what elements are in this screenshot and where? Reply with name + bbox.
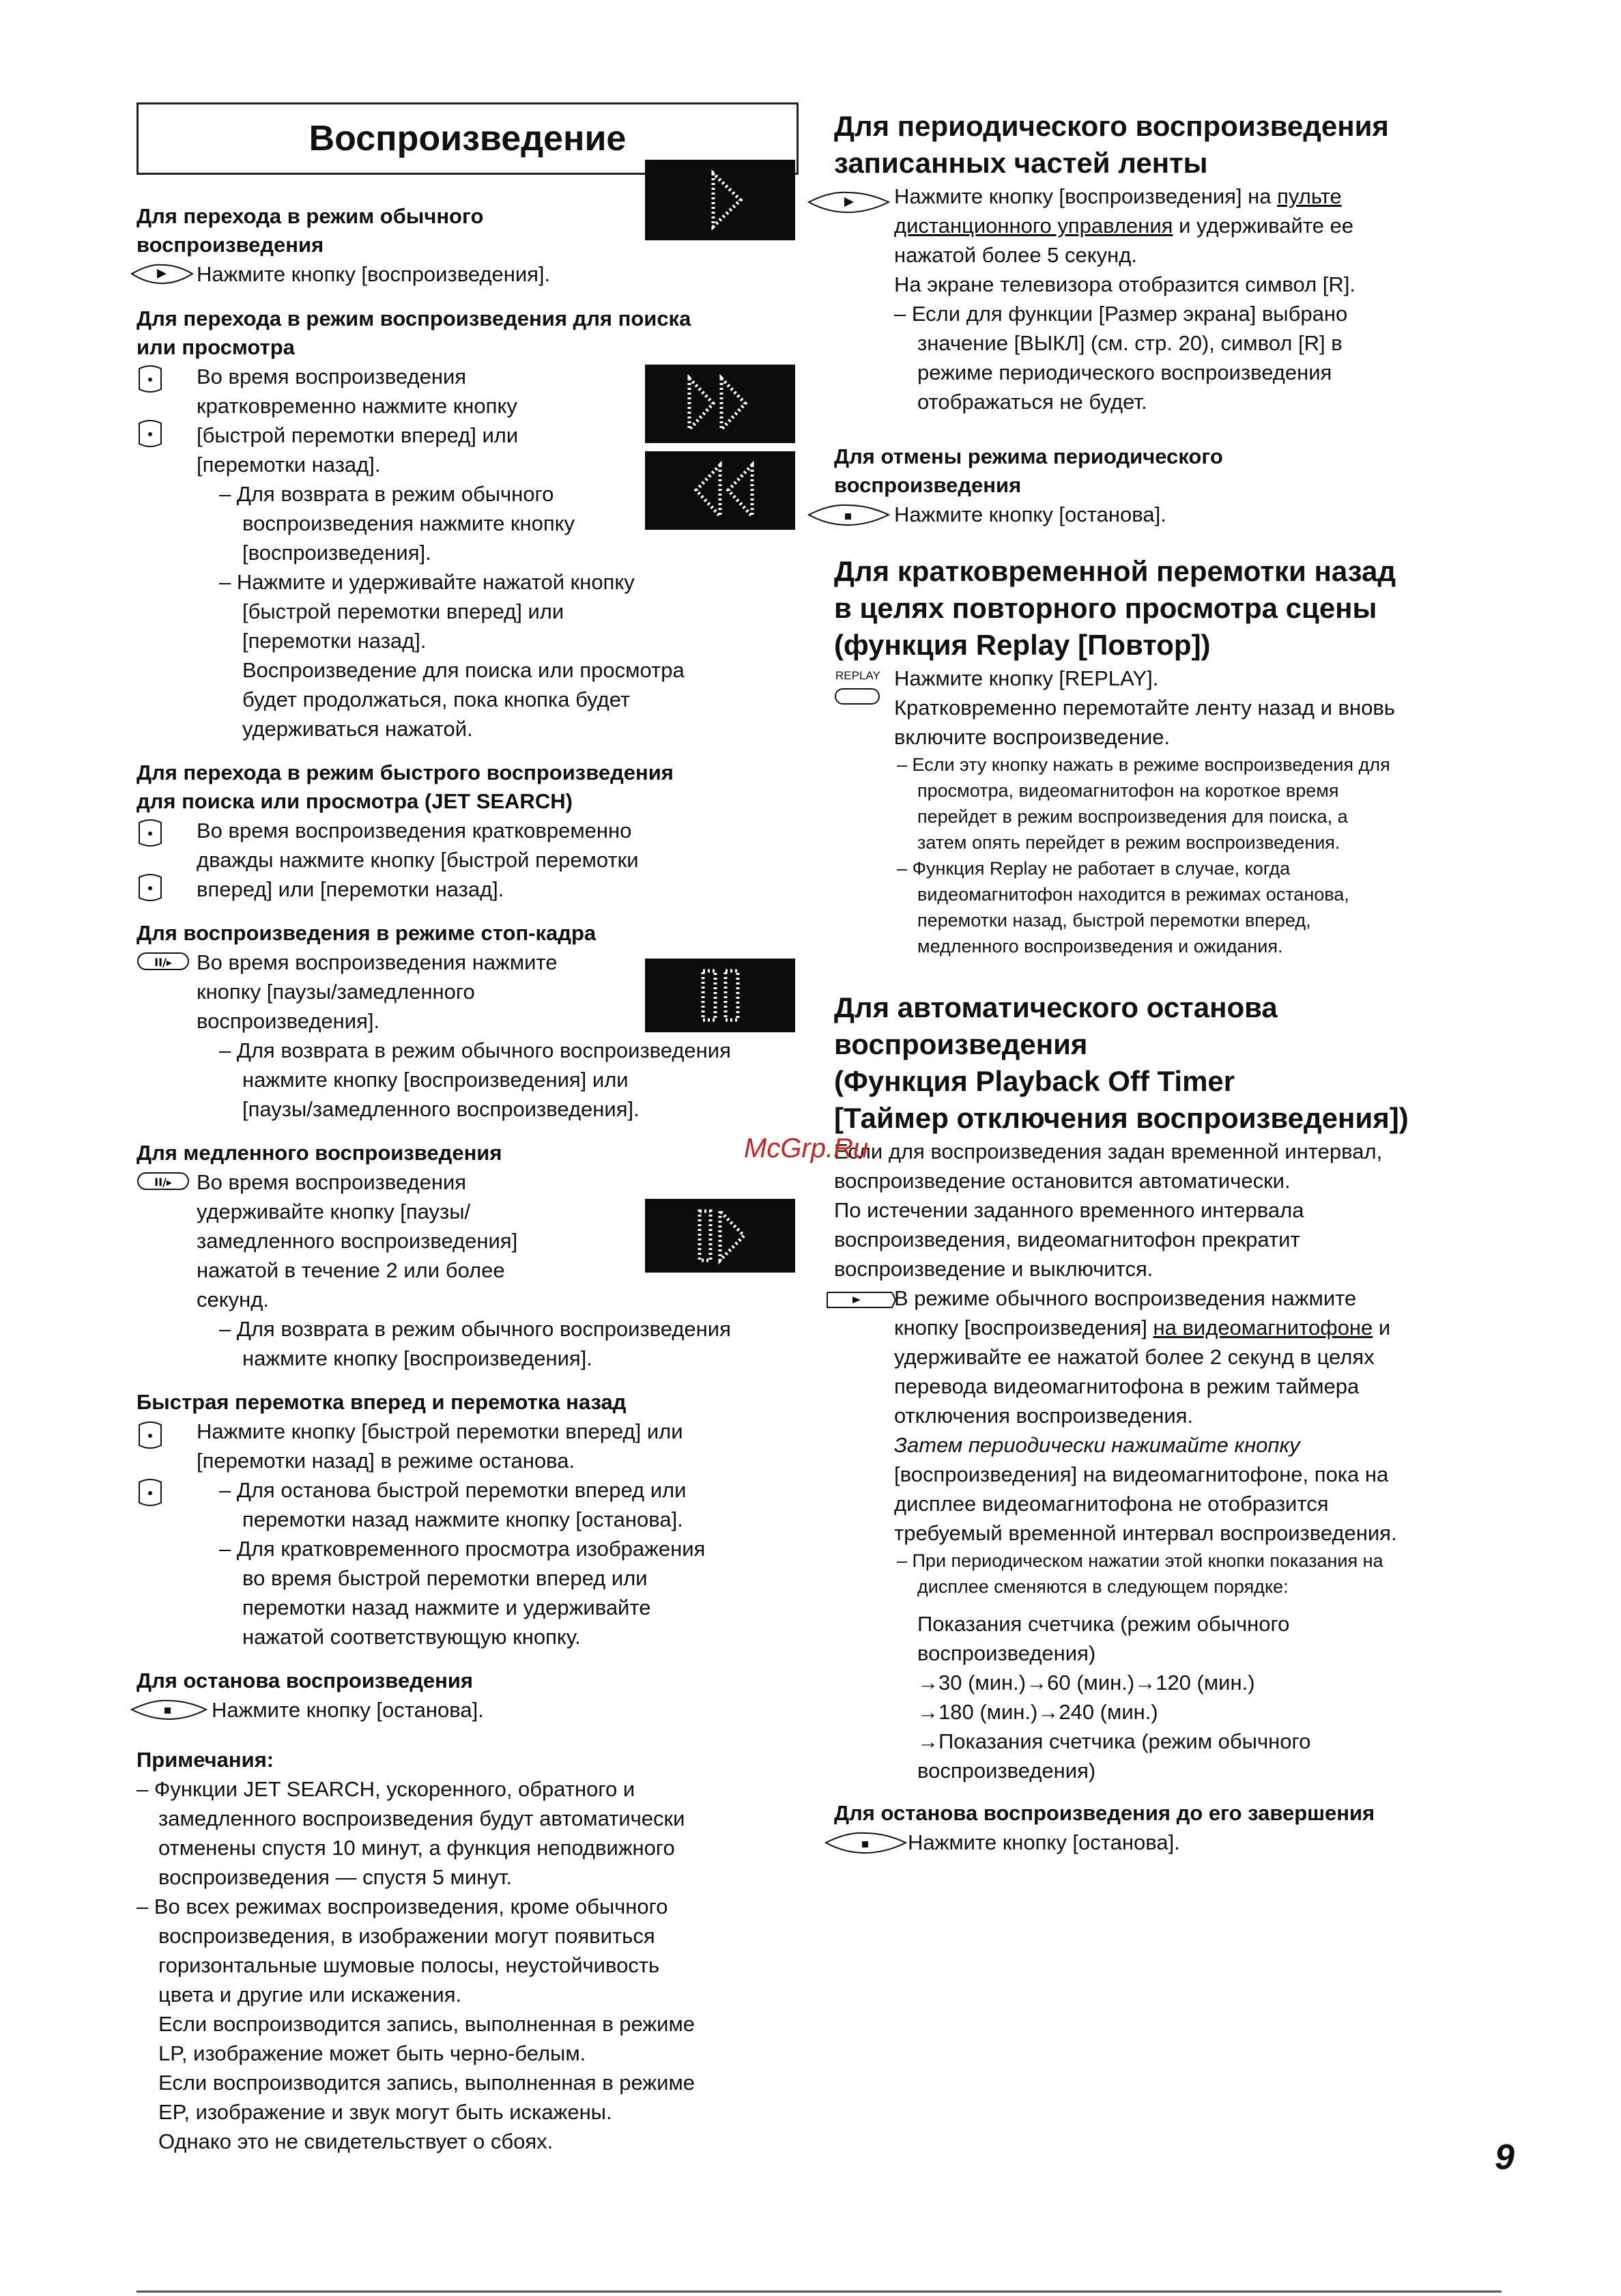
text: перемотки назад, быстрой перемотки вперед,: [917, 910, 1311, 931]
replay-label: REPLAY: [835, 669, 880, 682]
text: вперед] или [перемотки назад].: [197, 877, 504, 901]
vcr-play-button-icon: [824, 1288, 899, 1312]
left-column: [137, 102, 799, 2156]
section-cancel-repeat: [834, 442, 1517, 530]
text: воспроизведения): [917, 1759, 1096, 1783]
heading: (Функция Playback Off Timer: [834, 1065, 1235, 1097]
text: значение [ВЫКЛ] (см. стр. 20), символ [R] в: [917, 331, 1343, 355]
text: перейдет в режим воспроизведения для поиска, а: [917, 806, 1348, 827]
forward-button-icon: [137, 363, 164, 396]
heading: [Таймер отключения воспроизведения]): [834, 1102, 1409, 1134]
text: По истечении заданного временного интервала: [834, 1198, 1304, 1222]
note: LP, изображение может быть черно-белым.: [158, 2041, 586, 2065]
text: – Нажмите и удерживайте нажатой кнопку: [219, 570, 635, 594]
text: Во время воспроизведения: [197, 365, 467, 388]
text: – Для останова быстрой перемотки вперед или: [219, 1478, 687, 1502]
heading: записанных частей ленты: [834, 147, 1208, 179]
text: – Функция Replay не работает в случае, когда: [897, 858, 1291, 879]
text: затем опять перейдет в режим воспроизведения.: [917, 832, 1340, 853]
text: [834, 182, 1517, 211]
heading: Для периодического воспроизведения: [834, 110, 1389, 142]
note: отменены спустя 10 минут, а функция неподвижного: [158, 1836, 675, 1860]
text: В режиме обычного воспроизведения нажмите: [894, 1286, 1357, 1310]
section-search: [137, 304, 799, 743]
text-part: кнопку [воспроизведения]: [894, 1316, 1153, 1340]
section-jet-search: [137, 759, 799, 904]
replay-button-icon: [834, 687, 882, 706]
rewind-button-icon: [137, 1477, 164, 1510]
text: – Для возврата в режим обычного: [219, 482, 554, 506]
text: перемотки назад нажмите кнопку [останова].: [242, 1507, 683, 1531]
section-normal-play: [137, 202, 799, 289]
text: [834, 1313, 1517, 1342]
forward-button-icon: [137, 817, 164, 850]
text: Показания счетчика (режим обычного: [917, 1612, 1290, 1636]
heading: Для кратковременной перемотки назад: [834, 555, 1396, 587]
text: видеомагнитофон находится в режимах останова,: [917, 884, 1349, 905]
text: отключения воспроизведения.: [894, 1404, 1194, 1428]
underlined-text: дистанционного управления: [894, 214, 1173, 238]
heading: Для воспроизведения в режиме стоп-кадра: [137, 921, 597, 945]
heading: Для останова воспроизведения до его завершения: [834, 1801, 1375, 1825]
text: – Если эту кнопку нажать в режиме воспроизведения для: [897, 754, 1390, 775]
slow-display-icon: [645, 1199, 795, 1273]
note: цвета и другие или искажения.: [158, 1983, 462, 2007]
text: →30 (мин.)→60 (мин.)→120 (мин.): [917, 1671, 1255, 1695]
heading: воспроизведения: [834, 1028, 1088, 1060]
text: во время быстрой перемотки вперед или: [242, 1566, 648, 1590]
text-part: и: [1373, 1316, 1391, 1340]
heading: Для перехода в режим обычного: [137, 204, 484, 228]
text: [834, 211, 1517, 240]
section-ff-rew: [137, 1388, 799, 1652]
heading: для поиска или просмотра (JET SEARCH): [137, 789, 573, 813]
text: нажатой соответствующую кнопку.: [242, 1625, 581, 1649]
note: – Во всех режимах воспроизведения, кроме обычного: [137, 1895, 668, 1918]
pause-slow-button-icon: [137, 951, 191, 972]
note: Однако это не свидетельствует о сбоях.: [158, 2129, 554, 2153]
heading: Для перехода в режим воспроизведения для поиска: [137, 307, 691, 330]
note: Если воспроизводится запись, выполненная в режиме: [158, 2071, 695, 2095]
heading: воспроизведения: [834, 473, 1022, 497]
forward-button-icon: [137, 1419, 164, 1452]
section-replay: [834, 553, 1517, 959]
text: нажмите кнопку [воспроизведения].: [242, 1346, 592, 1370]
notes: [137, 1746, 799, 2156]
watermark: McGrp.Ru: [744, 1133, 869, 1163]
heading: Для отмены режима периодического: [834, 444, 1223, 468]
note: Если воспроизводится запись, выполненная в режиме: [158, 2012, 695, 2036]
text: – Если для функции [Размер экрана] выбрано: [894, 302, 1348, 326]
text: кратковременно нажмите кнопку: [197, 394, 517, 418]
text: удерживайте кнопку [паузы/: [197, 1200, 471, 1223]
text: нажатой в течение 2 или более: [197, 1258, 505, 1282]
pause-display-icon: [645, 959, 795, 1032]
heading: в целях повторного просмотра сцены: [834, 592, 1377, 624]
heading: или просмотра: [137, 335, 295, 359]
notes-heading: Примечания:: [137, 1748, 274, 1772]
section-off-timer: [834, 989, 1517, 1785]
text: Во время воспроизведения нажмите: [197, 950, 558, 974]
heading: Для перехода в режим быстрого воспроизведения: [137, 761, 674, 784]
text: →180 (мин.)→240 (мин.): [917, 1700, 1158, 1724]
text: требуемый временной интервал воспроизведения.: [894, 1521, 1397, 1545]
underlined-text: пульте: [1277, 184, 1342, 208]
note: воспроизведения, в изображении могут появиться: [158, 1924, 655, 1948]
section-slow: [137, 1139, 799, 1373]
text: Нажмите кнопку [останова].: [212, 1698, 484, 1722]
text: просмотра, видеомагнитофон на короткое время: [917, 780, 1339, 801]
note: – Функции JET SEARCH, ускоренного, обратного и: [137, 1777, 635, 1801]
heading: Для автоматического останова: [834, 991, 1278, 1023]
heading: Для медленного воспроизведения: [137, 1141, 502, 1165]
note: воспроизведения — спустя 5 минут.: [158, 1865, 513, 1889]
text: [перемотки назад].: [197, 453, 381, 477]
text: воспроизведения, видеомагнитофон прекратит: [834, 1228, 1300, 1251]
page-number: 9: [1495, 2138, 1515, 2177]
text: медленного воспроизведения и ожидания.: [917, 936, 1283, 956]
underlined-text: на видеомагнитофоне: [1153, 1316, 1373, 1340]
text: замедленного воспроизведения]: [197, 1229, 518, 1253]
text: режиме периодического воспроизведения: [917, 360, 1332, 384]
text: Затем периодически нажимайте кнопку: [894, 1433, 1300, 1457]
text-part: Нажмите кнопку [воспроизведения] на: [894, 184, 1278, 208]
text: – Для возврата в режим обычного воспроизведения: [219, 1038, 731, 1062]
text: воспроизведение остановится автоматически.: [834, 1169, 1291, 1193]
heading: воспроизведения: [137, 233, 324, 257]
text: Во время воспроизведения: [197, 1170, 467, 1194]
text: [перемотки назад].: [242, 629, 427, 653]
text: воспроизведения): [917, 1641, 1096, 1665]
text: воспроизведения нажмите кнопку: [242, 511, 575, 535]
sequence: [834, 1609, 1517, 1785]
text: Воспроизведение для поиска или просмотра: [242, 658, 685, 682]
text: [перемотки назад] в режиме останова.: [197, 1449, 575, 1473]
section-still: [137, 919, 799, 1124]
fast-forward-display-icon: [645, 365, 795, 443]
text-part: и удерживайте ее: [1173, 214, 1353, 238]
text: – Для возврата в режим обычного воспроизведения: [219, 1317, 731, 1341]
stop-button-icon: [807, 502, 892, 527]
play-display-icon: [645, 160, 795, 240]
text: Если для воспроизведения задан временной интервал,: [834, 1139, 1383, 1163]
text: отображаться не будет.: [917, 390, 1147, 414]
right-column: [834, 108, 1517, 1858]
text: – Для кратковременного просмотра изображения: [219, 1537, 706, 1561]
text: Нажмите кнопку [REPLAY].: [894, 666, 1159, 690]
text: Кратковременно перемотайте ленту назад и вновь: [894, 696, 1395, 720]
heading: Быстрая перемотка вперед и перемотка назад: [137, 1390, 627, 1414]
heading: (функция Replay [Повтор]): [834, 629, 1211, 661]
play-button-icon: [130, 262, 195, 285]
text: секунд.: [197, 1288, 269, 1312]
text: дисплее видеомагнитофона не отобразится: [894, 1492, 1329, 1516]
page-title: Воспроизведение: [309, 119, 627, 158]
svg-text:II/▸: II/▸: [154, 1176, 172, 1189]
text: нажмите кнопку [воспроизведения] или: [242, 1068, 629, 1092]
text: Нажмите кнопку [быстрой перемотки вперед] или: [197, 1419, 683, 1443]
text: [быстрой перемотки вперед] или: [197, 423, 519, 447]
text: Нажмите кнопку [воспроизведения].: [197, 262, 551, 286]
heading: Для останова воспроизведения: [137, 1669, 473, 1692]
rewind-display-icon: [645, 451, 795, 530]
note: EP, изображение и звук могут быть искажены.: [158, 2100, 612, 2124]
text: удерживаться нажатой.: [242, 717, 473, 741]
text: воспроизведения].: [197, 1009, 380, 1033]
text: дисплее сменяются в следующем порядке:: [917, 1576, 1289, 1597]
text: дважды нажмите кнопку [быстрой перемотки: [197, 848, 639, 872]
rewind-button-icon: [137, 872, 164, 905]
text: [быстрой перемотки вперед] или: [242, 599, 564, 623]
note: горизонтальные шумовые полосы, неустойчивость: [158, 1953, 660, 1977]
play-button-icon: [807, 190, 892, 214]
text: [воспроизведения].: [242, 541, 431, 565]
text: кнопку [паузы/замедленного: [197, 980, 475, 1004]
text: воспроизведение и выключится.: [834, 1257, 1153, 1281]
note: замедленного воспроизведения будут автоматически: [158, 1806, 685, 1830]
text: удерживайте ее нажатой более 2 секунд в целях: [894, 1345, 1375, 1369]
text: На экране телевизора отобразится символ [R].: [894, 272, 1356, 296]
rewind-button-icon: [137, 418, 164, 451]
pause-slow-button-icon: [137, 1171, 191, 1191]
text: Нажмите кнопку [останова].: [908, 1830, 1180, 1854]
stop-button-icon: [824, 1830, 909, 1855]
text: – При периодическом нажатии этой кнопки показания на: [897, 1550, 1383, 1571]
stop-button-icon: [130, 1698, 208, 1721]
text: перемотки назад нажмите и удерживайте: [242, 1596, 651, 1619]
text: [воспроизведения] на видеомагнитофоне, пока на: [894, 1462, 1389, 1486]
text: включите воспроизведение.: [894, 725, 1171, 749]
text: Нажмите кнопку [останова].: [894, 502, 1166, 526]
text: перевода видеомагнитофона в режим таймера: [894, 1374, 1360, 1398]
text: будет продолжаться, пока кнопка будет: [242, 688, 631, 711]
text: Во время воспроизведения кратковременно: [197, 819, 632, 842]
bottom-rule: [137, 2291, 1502, 2293]
text: →Показания счетчика (режим обычного: [917, 1729, 1311, 1753]
text: нажатой более 5 секунд.: [894, 243, 1138, 267]
section-repeat-play: [834, 108, 1517, 416]
svg-text:II/▸: II/▸: [154, 956, 172, 969]
section-stop-before-end: [834, 1799, 1517, 1858]
text: [паузы/замедленного воспроизведения].: [242, 1097, 640, 1121]
section-stop: [137, 1667, 799, 1725]
